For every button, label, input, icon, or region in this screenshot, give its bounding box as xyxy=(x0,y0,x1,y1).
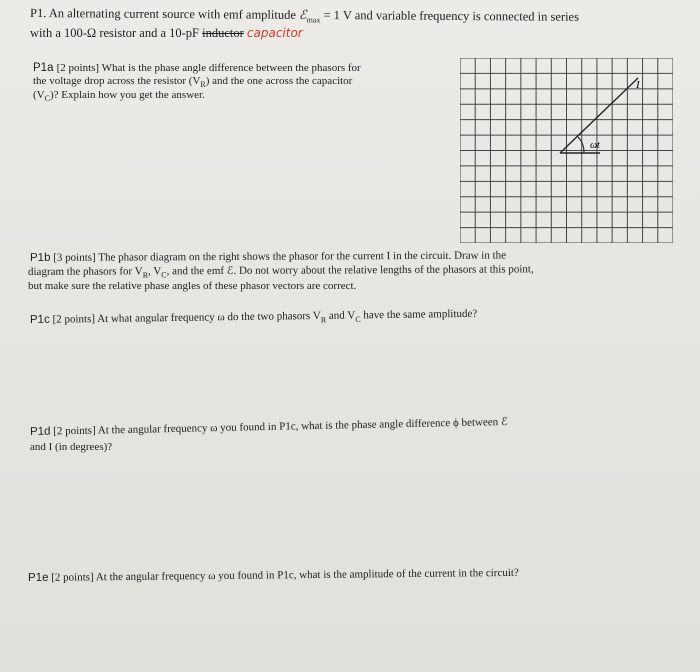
p1b-sub-c: C xyxy=(161,270,167,280)
p1c-text-a: [2 points] At what angular frequency ω do the two phasors V xyxy=(49,309,321,326)
angle-label-omega-t: ωt xyxy=(590,140,600,151)
p1c-sub-r: R xyxy=(320,315,327,325)
p1a-text-3: )? Explain how you get the answer. xyxy=(49,89,205,101)
p1c-text-c: have the same amplitude? xyxy=(360,307,478,322)
p1-intro-text-c: with a 100-Ω resistor and a 10-pF xyxy=(30,26,203,40)
p1c-text-b: and V xyxy=(326,309,356,322)
p1a-text-3a: (V xyxy=(33,89,45,101)
p1-intro-text-b: = 1 V and variable frequency is connected in series xyxy=(320,8,580,24)
p1d-text-2: and I (in degrees)? xyxy=(30,441,113,453)
p1b-text-2c: , and the emf ℰ. Do not worry about the relative lengths of the phasors at this point, xyxy=(166,263,534,278)
p1a-text-2b: ) and the one across the capacitor xyxy=(205,75,353,87)
emf-symbol: ℰ xyxy=(298,7,307,22)
handwritten-correction: capacitor xyxy=(246,26,303,40)
p1a-line1 xyxy=(33,60,361,75)
p1b-sub-r: R xyxy=(142,270,149,280)
p1a-sub-c: C xyxy=(44,94,50,104)
struck-word: inductor xyxy=(202,26,244,40)
p1a-label: P1a xyxy=(33,62,54,74)
p1b-text-2b: , V xyxy=(147,265,162,278)
p1e-text: [2 points] At the angular frequency ω you found in P1c, what is the amplitude of the current in the circuit? xyxy=(48,566,519,584)
p1c-sub-c: C xyxy=(355,314,361,324)
p1a-line3 xyxy=(33,88,205,106)
p1a-sub-r: R xyxy=(200,80,206,90)
p1e-label: P1e xyxy=(27,571,49,584)
p1c-line xyxy=(30,306,478,332)
phasor-diagram xyxy=(460,58,673,243)
p1b-line3 xyxy=(28,279,356,293)
p1c-label: P1c xyxy=(29,313,50,326)
p1d-text-1: [2 points] At the angular frequency ω you found in P1c, what is the phase angle difference ϕ between ℰ xyxy=(50,415,508,438)
p1-intro-line2 xyxy=(30,26,303,40)
p1e-line xyxy=(28,565,519,585)
p1b-label: P1b xyxy=(29,251,51,264)
p1a-text-1: [2 points] What is the phase angle difference between the phasors for xyxy=(56,62,361,74)
phasor-label-current: I xyxy=(636,79,640,91)
grid-lines xyxy=(460,58,673,243)
p1b-text-2a: diagram the phasors for V xyxy=(27,265,143,278)
p1b-text-1: [3 points] The phasor diagram on the right shows the phasor for the current I in the circuit. Draw in the xyxy=(50,249,507,264)
p1-intro-text-a: P1. An alternating current source with emf amplitude xyxy=(29,6,300,22)
p1b-text-3: but make sure the relative phase angles of these phasor vectors are correct. xyxy=(28,280,357,292)
p1a-text-2: the voltage drop across the resistor (V xyxy=(33,75,201,87)
emf-subscript: max xyxy=(306,15,321,25)
p1d-label: P1d xyxy=(29,425,51,438)
p1d-line1 xyxy=(30,414,508,439)
p1d-line2 xyxy=(30,440,112,454)
